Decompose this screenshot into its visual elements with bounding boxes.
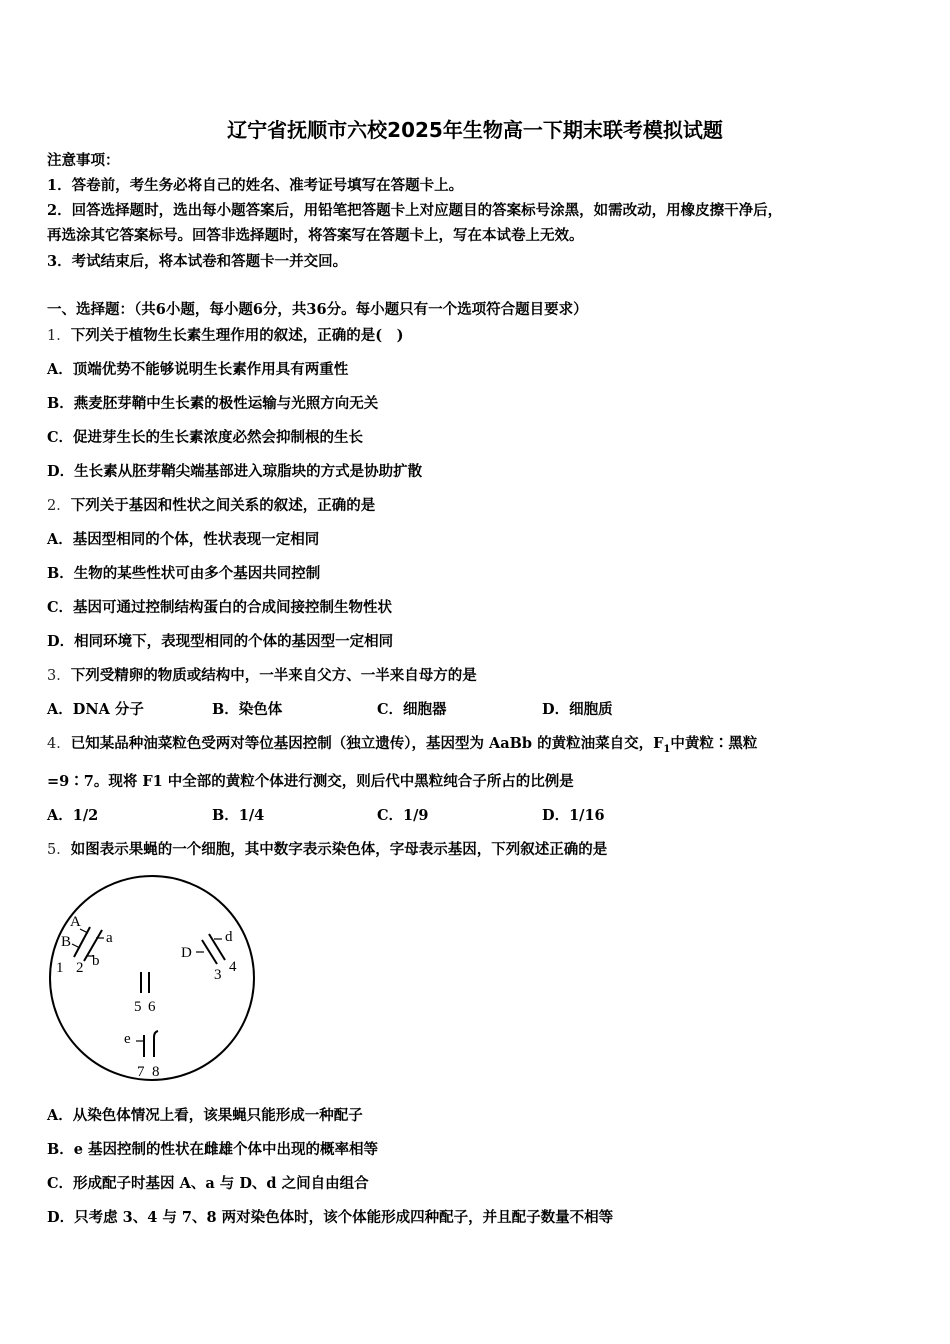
q4-option-a: A．1/2 bbox=[47, 807, 99, 824]
chromosome-label-8: 8 bbox=[152, 1064, 160, 1080]
gene-label-b: b bbox=[92, 953, 100, 969]
cell-diagram bbox=[46, 872, 258, 1084]
question-4-cont: =9∶7。现将 F1 中全部的黄粒个体进行测交，则后代中黑粒纯合子所占的比例是 bbox=[47, 773, 574, 790]
question-number: 3． bbox=[47, 668, 71, 684]
q3-option-b: B．染色体 bbox=[212, 701, 283, 718]
question-stem-part1: 已知某品种油菜粒色受两对等位基因控制（独立遗传），基因型为 AaBb 的黄粒油菜自交，F bbox=[70, 735, 664, 752]
question-4 bbox=[47, 735, 757, 759]
subscript: 1 bbox=[663, 743, 671, 755]
q1-option-a: A．顶端优势不能够说明生长素作用具有两重性 bbox=[47, 361, 349, 378]
chromosome-label-1: 1 bbox=[56, 960, 64, 976]
q5-option-c: C．形成配子时基因 A、a 与 D、d 之间自由组合 bbox=[47, 1175, 369, 1192]
chromosome-8 bbox=[154, 1031, 158, 1057]
gene-label-a: a bbox=[106, 930, 113, 946]
q4-option-c: C．1/9 bbox=[377, 807, 429, 824]
q1-option-d: D．生长素从胚芽鞘尖端基部进入琼脂块的方式是协助扩散 bbox=[47, 463, 423, 480]
q2-option-b: B．生物的某些性状可由多个基因共同控制 bbox=[47, 565, 321, 582]
chromosome-label-5: 5 bbox=[134, 999, 142, 1015]
q4-option-d: D．1/16 bbox=[542, 807, 605, 824]
chromosome-1 bbox=[74, 927, 90, 957]
gene-label-B: B bbox=[61, 934, 72, 950]
question-stem: 下列关于基因和性状之间关系的叙述，正确的是 bbox=[70, 497, 376, 514]
q3-option-a: A．DNA 分子 bbox=[47, 701, 144, 718]
q1-option-c: C．促进芽生长的生长素浓度必然会抑制根的生长 bbox=[47, 429, 364, 446]
question-stem: 下列受精卵的物质或结构中，一半来自父方、一半来自母方的是 bbox=[70, 667, 477, 684]
q5-option-a: A．从染色体情况上看，该果蝇只能形成一种配子 bbox=[47, 1107, 363, 1124]
q2-option-c: C．基因可通过控制结构蛋白的合成间接控制生物性状 bbox=[47, 599, 393, 616]
notice-item-2: 2．回答选择题时，选出每小题答案后，用铅笔把答题卡上对应题目的答案标号涂黑，如需改动，用橡皮擦干净后， bbox=[47, 202, 783, 219]
q2-option-d: D．相同环境下，表现型相同的个体的基因型一定相同 bbox=[47, 633, 394, 650]
question-stem-part2: 中黄粒∶黑粒 bbox=[670, 735, 758, 752]
gene-label-d: d bbox=[225, 929, 233, 945]
notice-item-3: 3．考试结束后，将本试卷和答题卡一并交回。 bbox=[47, 253, 348, 270]
question-number: 1． bbox=[47, 328, 71, 344]
question-2 bbox=[47, 497, 375, 515]
chromosome-label-3: 3 bbox=[214, 967, 222, 983]
question-5 bbox=[47, 841, 607, 859]
notice-heading: 注意事项： bbox=[47, 152, 120, 169]
cell-membrane bbox=[50, 876, 254, 1080]
question-number: 4． bbox=[47, 736, 71, 752]
question-number: 5． bbox=[47, 842, 71, 858]
gene-label-A: A bbox=[70, 914, 81, 930]
notice-item-1: 1．答卷前，考生务必将自己的姓名、准考证号填写在答题卡上。 bbox=[47, 177, 464, 194]
q5-option-b: B．e 基因控制的性状在雌雄个体中出现的概率相等 bbox=[47, 1141, 379, 1158]
chromosome-label-2: 2 bbox=[76, 960, 84, 976]
page-title: 辽宁省抚顺市六校2025年生物高一下期末联考模拟试题 bbox=[227, 118, 723, 142]
chromosome-label-4: 4 bbox=[229, 959, 237, 975]
question-3 bbox=[47, 667, 477, 685]
q4-option-b: B．1/4 bbox=[212, 807, 265, 824]
section-heading: 一、选择题：（共6小题，每小题6分，共36分。每小题只有一个选项符合题目要求） bbox=[47, 301, 588, 318]
chromosome-label-6: 6 bbox=[148, 999, 156, 1015]
q3-option-c: C．细胞器 bbox=[377, 701, 447, 718]
chromosome-label-7: 7 bbox=[137, 1064, 145, 1080]
question-stem: 如图表示果蝇的一个细胞，其中数字表示染色体，字母表示基因，下列叙述正确的是 bbox=[70, 841, 608, 858]
q2-option-a: A．基因型相同的个体，性状表现一定相同 bbox=[47, 531, 320, 548]
q3-option-d: D．细胞质 bbox=[542, 701, 613, 718]
notice-item-2-cont: 再选涂其它答案标号。回答非选择题时，将答案写在答题卡上，写在本试卷上无效。 bbox=[47, 227, 584, 244]
q1-option-b: B．燕麦胚芽鞘中生长素的极性运输与光照方向无关 bbox=[47, 395, 379, 412]
question-number: 2． bbox=[47, 498, 71, 514]
question-stem: 下列关于植物生长素生理作用的叙述，正确的是( ) bbox=[70, 327, 404, 344]
q5-option-d: D．只考虑 3、4 与 7、8 两对染色体时，该个体能形成四种配子，并且配子数量不相等 bbox=[47, 1209, 614, 1226]
question-1 bbox=[47, 327, 403, 345]
gene-label-D: D bbox=[181, 945, 192, 961]
gene-label-e: e bbox=[124, 1031, 131, 1047]
